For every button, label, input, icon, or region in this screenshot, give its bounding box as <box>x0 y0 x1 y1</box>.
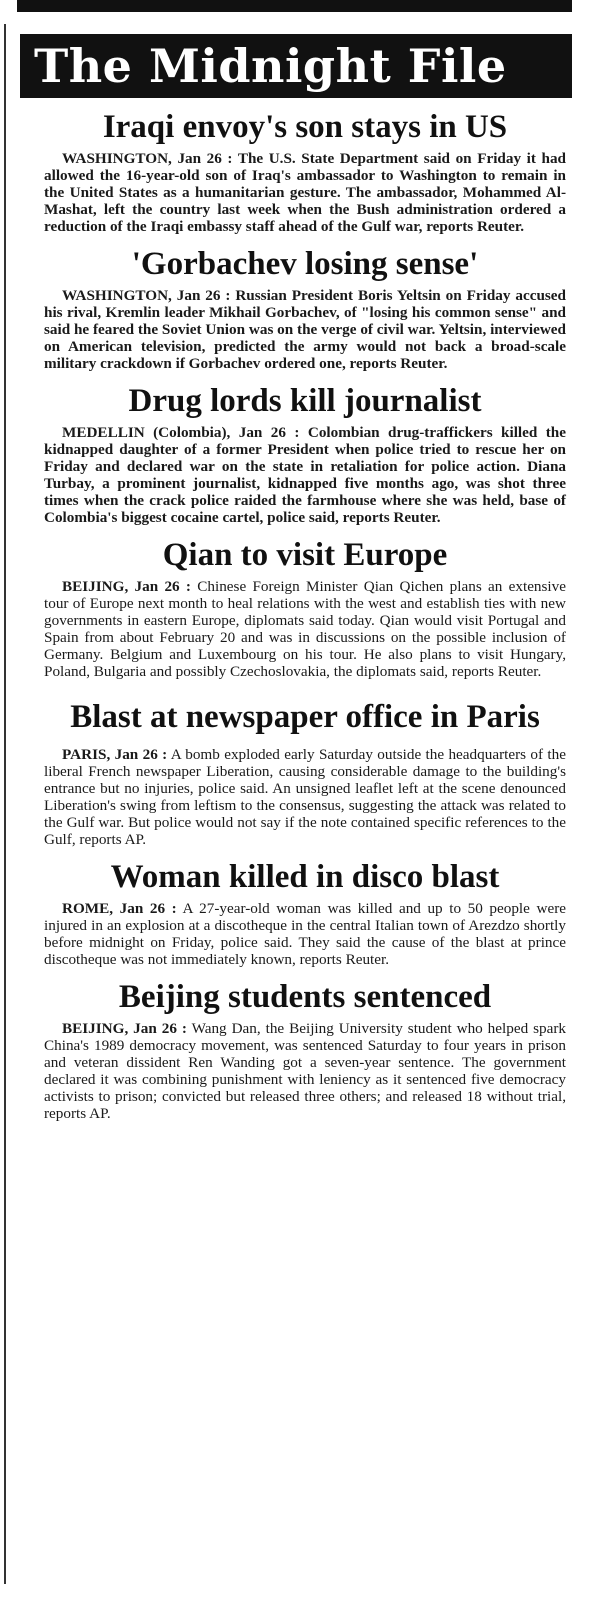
news-column <box>44 104 566 1122</box>
news-story <box>44 858 566 968</box>
story-text: Chinese Foreign Minister Qian Qichen plans an extensive tour of Europe next month to heal relations with the west and establish ties with new governments in eastern Europe, diplomats said today. Qian would visit Portugal and Spain from about February 20 and was in discussions on the possible inclusion of Germany. Belgium and Luxembourg on his tour. He also plans to visit Hungary, Poland, Bulgaria and possibly Czechoslovakia, the diplomats said, reports Reuter. <box>44 578 566 680</box>
story-body <box>44 1020 566 1122</box>
top-rule <box>17 0 572 12</box>
story-body <box>44 578 566 680</box>
column-rule <box>4 24 6 1584</box>
story-dateline: PARIS, Jan 26 : <box>62 746 168 763</box>
story-body <box>44 900 566 968</box>
news-story <box>44 245 566 372</box>
story-body <box>44 424 566 526</box>
story-headline: Drug lords kill journalist <box>128 383 482 419</box>
story-text: Russian President Boris Yeltsin on Friday accused his rival, Kremlin leader Mikhail Gorbachev, of "losing his common sense" and said he feared the Soviet Union was on the verge of civil war. Yeltsin, interviewed on American television, predicted the army would not back a broad-scale military crackdown if Gorbachev ordered one, reports Reuter. <box>44 287 566 372</box>
story-text: A bomb exploded early Saturday outside the headquarters of the liberal French newspaper Liberation, causing considerable damage to the building's entrance but no injuries, police said. An unsigned leaflet left at the scene denounced Liberation's swing from leftism to the consensus, suggesting the attack was related to the Gulf war. But police would not say if the note contained specific references to the Gulf, reports AP. <box>44 746 566 848</box>
story-headline: Iraqi envoy's son stays in US <box>102 109 508 145</box>
story-dateline: ROME, Jan 26 : <box>62 900 177 917</box>
story-headline: Beijing students sentenced <box>118 979 492 1015</box>
story-text: Colombian drug-traffickers killed the kidnapped daughter of a former President when police tried to rescue her on Friday and declared war on the state in retaliation for police action. Diana Turbay, a prominent journalist, kidnapped five months ago, was shot three times when the crack police raided the farmhouse where she was held, base of Colombia's biggest cocaine cartel, police said, reports Reuter. <box>44 424 566 526</box>
story-dateline: WASHINGTON, Jan 26 : <box>62 287 231 304</box>
story-text: A 27-year-old woman was killed and up to 50 people were injured in an explosion at a discotheque in the central Italian town of Arezdzo shortly before midnight on Friday, police said. They said the cause of the blast at prince discotheque was not immediately known, reports Reuter. <box>44 900 566 968</box>
story-headline: 'Gorbachev losing sense' <box>131 246 479 282</box>
story-headline: Woman killed in disco blast <box>110 859 500 895</box>
story-headline: Blast at newspaper office in Paris <box>70 699 540 735</box>
news-story <box>44 978 566 1122</box>
story-dateline: BEIJING, Jan 26 : <box>62 1020 187 1037</box>
story-text: The U.S. State Department said on Friday it had allowed the 16-year-old son of Iraq's ambassador to Washington to remain in the United States as a humanitarian gesture. The ambassador, Mohammed Al-Mashat, left the country last week when the Bush administration ordered a reduction of the Iraqi embassy staff ahead of the Gulf war, reports Reuter. <box>44 150 566 235</box>
story-dateline: MEDELLIN (Colombia), Jan 26 : <box>62 424 300 441</box>
section-banner <box>20 34 572 98</box>
news-story <box>44 536 566 680</box>
story-dateline: BEIJING, Jan 26 : <box>62 578 191 595</box>
story-body <box>44 287 566 372</box>
story-text: Wang Dan, the Beijing University student who helped spark China's 1989 democracy movement, was sentenced Saturday to four years in prison and veteran dissident Ren Wanding got a seven-year sentence. The government declared it was combining punishment with leniency as it sentenced five democracy activists to prison; convicted but released three others; and released 18 without trial, reports AP. <box>44 1020 566 1122</box>
story-headline: Qian to visit Europe <box>162 537 448 573</box>
banner-title: The Midnight File <box>34 39 507 93</box>
story-body <box>44 150 566 235</box>
story-dateline: WASHINGTON, Jan 26 : <box>62 150 233 167</box>
news-story <box>44 108 566 235</box>
news-story <box>44 382 566 526</box>
news-story <box>44 692 566 848</box>
story-body <box>44 746 566 848</box>
